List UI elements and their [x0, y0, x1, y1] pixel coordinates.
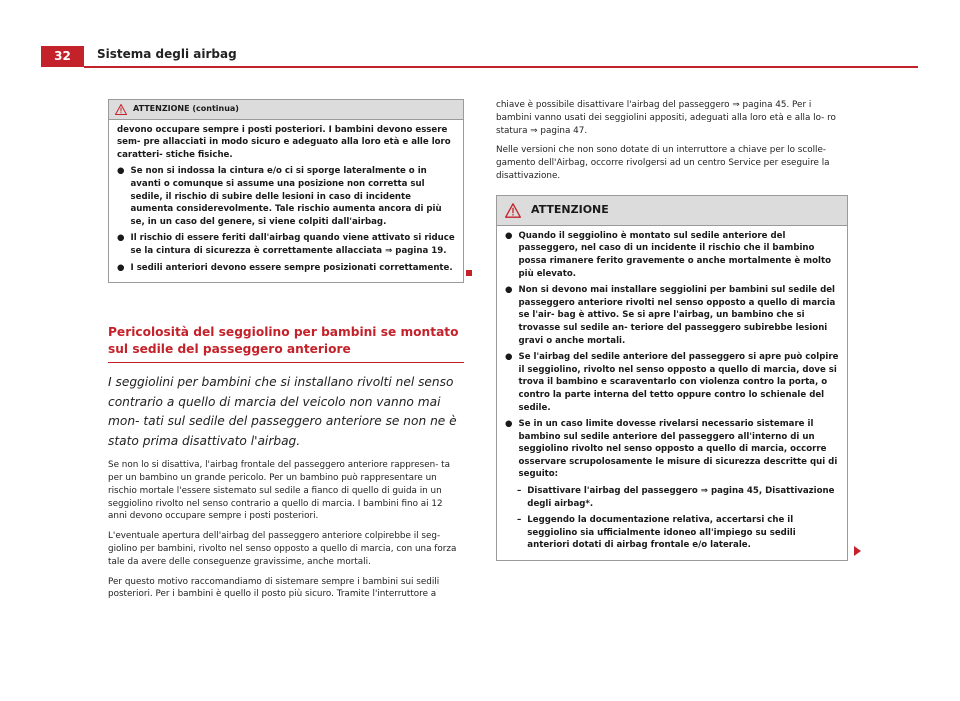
warning-box-continued: [108, 99, 464, 283]
warning-box: [496, 195, 848, 561]
warning-title: ATTENZIONE: [531, 202, 609, 216]
body-paragraph: Per questo motivo raccomandiamo di sistemare sempre i bambini sui sedili posteriori. Per i bambini è quello il posto più sicuro. Tramite l'interruttore a: [108, 576, 440, 600]
list-item: ● Il rischio di essere feriti dall'airbag quando viene attivato si riduce se la cintura di sicurezza è correttamente allacciata ⇒ pagina 19.: [117, 233, 455, 256]
body-paragraph: chiave è possibile disattivare l'airbag del passeggero ⇒ pagina 45. Per i bambini vanno usati dei seggiolini appositi, adeguati alla loro età e alla lo- ro statura ⇒ pagina 47.: [496, 100, 836, 136]
section-heading: Pericolosità del seggiolino per bambini se montato sul sedile del passeggero anteriore: [108, 324, 464, 363]
list-item: ● Quando il seggiolino è montato sul sedile anteriore del passeggero, nel caso di un incidente il rischio che il bambino possa rimanere ferito gravemente o anche mortalmente è molto più elevato.: [505, 230, 831, 279]
header-rule: [84, 66, 918, 68]
body-paragraph: Nelle versioni che non sono dotate di un interruttore a chiave per lo scolle- gamento dell'Airbag, occorre rivolgersi ad un centro Service per eseguire la disattivazione.: [496, 145, 830, 181]
sub-list-item: – Disattivare l'airbag del passeggero ⇒ pagina 45, Disattivazione degli airbag*.: [517, 486, 835, 509]
list-item: ● Non si devono mai installare seggiolini per bambini sul sedile del passeggero anteriore rivolti nel senso opposto a quello di marcia se l'air- bag è attivo. Se si apre l'airbag, un bambino che si trovasse sul sedile an- teriore del passeggero subirebbe lesioni gravi o anche mortali.: [505, 285, 836, 346]
body-paragraph: L'eventuale apertura dell'airbag del passeggero anteriore colpirebbe il seg- giolino per bambini, rivolto nel senso opposto a quello di marcia, con una forza tale da avere delle conseguenze gravissime, anche mortali.: [108, 531, 457, 567]
warning-body: [109, 120, 463, 283]
warning-body: [497, 226, 847, 560]
section-intro: I seggiolini per bambini che si installano rivolti nel senso contrario a quello di marcia del veicolo non vanno mai mon- tati sul sedile del passeggero anteriore se non ne è stato prima disattivato l'airbag.: [108, 375, 457, 448]
sub-list-item: – Leggendo la documentazione relativa, accertarsi che il seggiolino sia ufficialmente idoneo all'impiego su sedili anteriori dotati di airbag frontale e/o laterale.: [517, 515, 796, 551]
page-header-title: Sistema degli airbag: [97, 47, 237, 61]
left-column: [108, 99, 464, 608]
warning-triangle-icon: [115, 104, 127, 115]
body-paragraph: Se non lo si disattiva, l'airbag frontale del passeggero anteriore rappresen- ta per un bambino un grande pericolo. Per un bambino può rappresentare un rischio mortale l'essere sistemato sul sedile a fianco di quello di guida in un seggiolino rivolto nel senso contrario a quello di marcia. I bambini fino ai 12 anni devono occupare sempre i posti posteriori.: [108, 460, 451, 522]
list-item: ● Se l'airbag del sedile anteriore del passeggero si apre può colpire il seggiolino, rivolto nel senso opposto a quello di marcia, dove si trova il bambino e scaraventarlo con violenza contro la porta, o contro la parte interna del tetto oppure contro lo schienale del sedile.: [505, 352, 839, 413]
right-column: [496, 99, 848, 561]
warning-triangle-icon: [505, 203, 521, 218]
warning-header: [497, 196, 847, 226]
warning-header: [109, 100, 463, 120]
page-number: 32: [41, 46, 84, 67]
warning-title: ATTENZIONE (continua): [133, 104, 239, 113]
warning-paragraph: devono occupare sempre i posti posteriori. I bambini devono essere sem- pre allacciati in modo sicuro e adeguato alla loro età e alle loro caratteri- stiche fisiche.: [117, 124, 451, 160]
continue-arrow-icon: [854, 546, 861, 556]
list-item: ● Se in un caso limite dovesse rivelarsi necessario sistemare il bambino sul sedile anteriore del passeggero all'interno di un seggiolino rivolto nel senso opposto a quello di marcia, occorre osservare scrupolosamente le misure di sicurezza descritte qui di seguito:: [505, 419, 838, 480]
list-item: ● Se non si indossa la cintura e/o ci si sporge lateralmente o in avanti o comunque si assume una posizione non corretta sul sedile, il rischio di subire delle lesioni in caso di incidente aumenta considerevolmente. Tale rischio aumenta ancora di più se, in un caso del genere, si viene colpiti dall'airbag.: [117, 166, 442, 227]
list-item: ● I sedili anteriori devono essere sempre posizionati correttamente.: [117, 262, 453, 273]
end-marker: [466, 270, 472, 276]
